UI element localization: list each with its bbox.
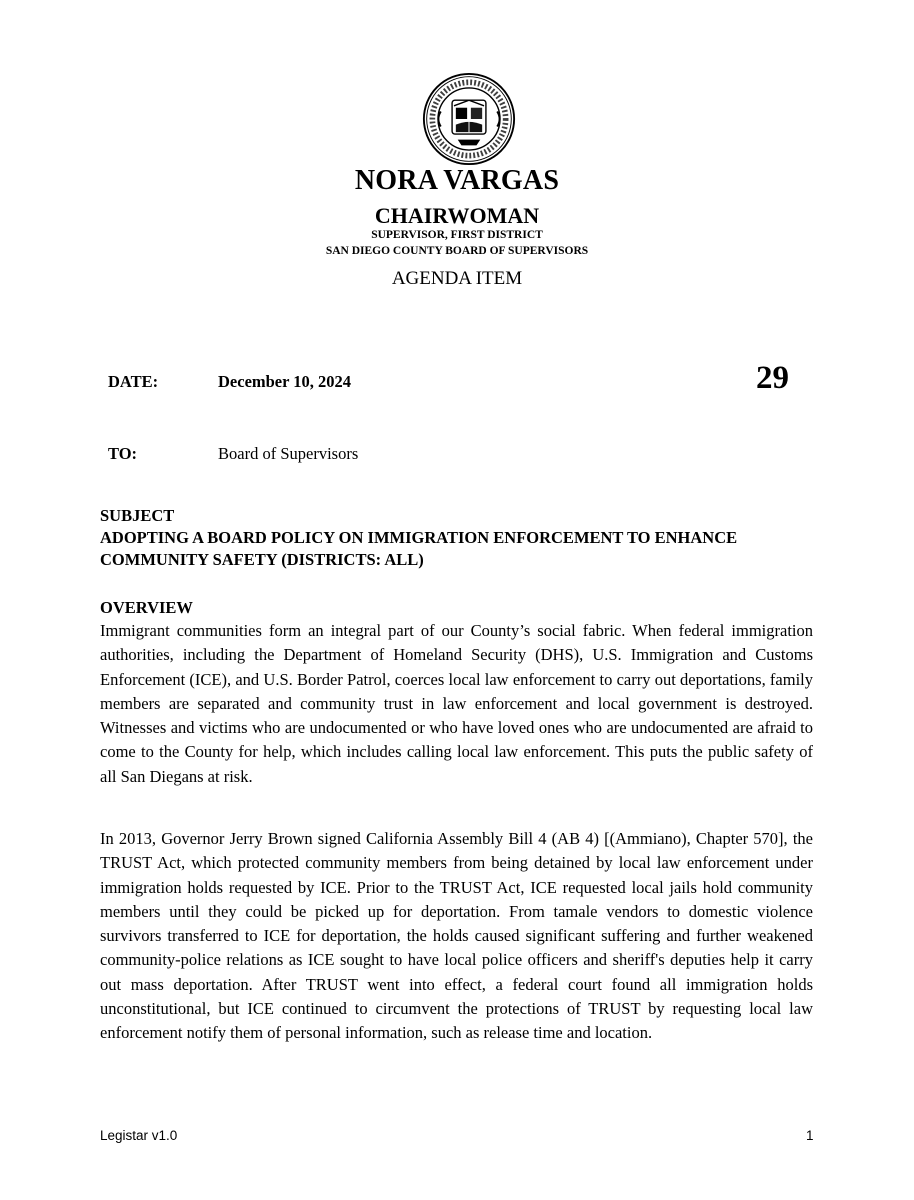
overview-paragraph-2: In 2013, Governor Jerry Brown signed California Assembly Bill 4 (AB 4) [(Ammiano), Chapter 570], the TRUST Act, which protected community members from being detained by local law enforcement under immigration holds requested by ICE. Prior to the TRUST Act, ICE requested local jails hold community members until they could be picked up for deportation. From tamale vendors to domestic violence survivors transferred to ICE for deportation, the holds caused significant suffering and further weakened community-police relations as ICE sought to have local police officers and sheriff's deputies help it carry out mass deportation. After TRUST went into effect, a federal court found all immigration holds unconstitutional, but ICE continued to circumvent the protections of TRUST by requesting local law enforcement notify them of personal information, such as release time and location. <box>100 829 813 1043</box>
page-number: 1 <box>806 1128 814 1143</box>
supervisor-name: NORA VARGAS <box>354 165 560 196</box>
board-line: SAN DIEGO COUNTY BOARD OF SUPERVISORS <box>325 245 589 257</box>
subject-section <box>100 505 813 571</box>
subject-heading: SUBJECT <box>100 506 175 525</box>
footer-version: Legistar v1.0 <box>100 1128 178 1143</box>
subject-text: ADOPTING A BOARD POLICY ON IMMIGRATION ENFORCEMENT TO ENHANCE COMMUNITY SAFETY (DISTRICTS: ALL) <box>100 528 738 569</box>
document-type: AGENDA ITEM <box>391 268 523 289</box>
district-line: SUPERVISOR, FIRST DISTRICT <box>371 229 543 241</box>
date-label: DATE: <box>108 372 159 391</box>
date-value: December 10, 2024 <box>218 372 352 391</box>
overview-paragraph-1: Immigrant communities form an integral part of our County’s social fabric. When federal immigration authorities, including the Department of Homeland Security (DHS), U.S. Immigration and Customs Enforcement (ICE), and U.S. Border Patrol, coerces local law enforcement to carry out deportations, family members are separated and community trust in law enforcement and local government is destroyed. Witnesses and victims who are undocumented or who have loved ones who are undocumented are afraid to come to the County for help, which includes calling local law enforcement. This puts the public safety of all San Diegans at risk. <box>100 621 813 786</box>
to-label: TO: <box>108 444 138 463</box>
agenda-item-number: 29 <box>756 360 789 396</box>
overview-section <box>100 597 813 789</box>
supervisor-title: CHAIRWOMAN <box>374 203 540 228</box>
overview-heading: OVERVIEW <box>100 598 193 617</box>
county-seal-icon <box>422 72 516 166</box>
to-value: Board of Supervisors <box>218 444 359 463</box>
